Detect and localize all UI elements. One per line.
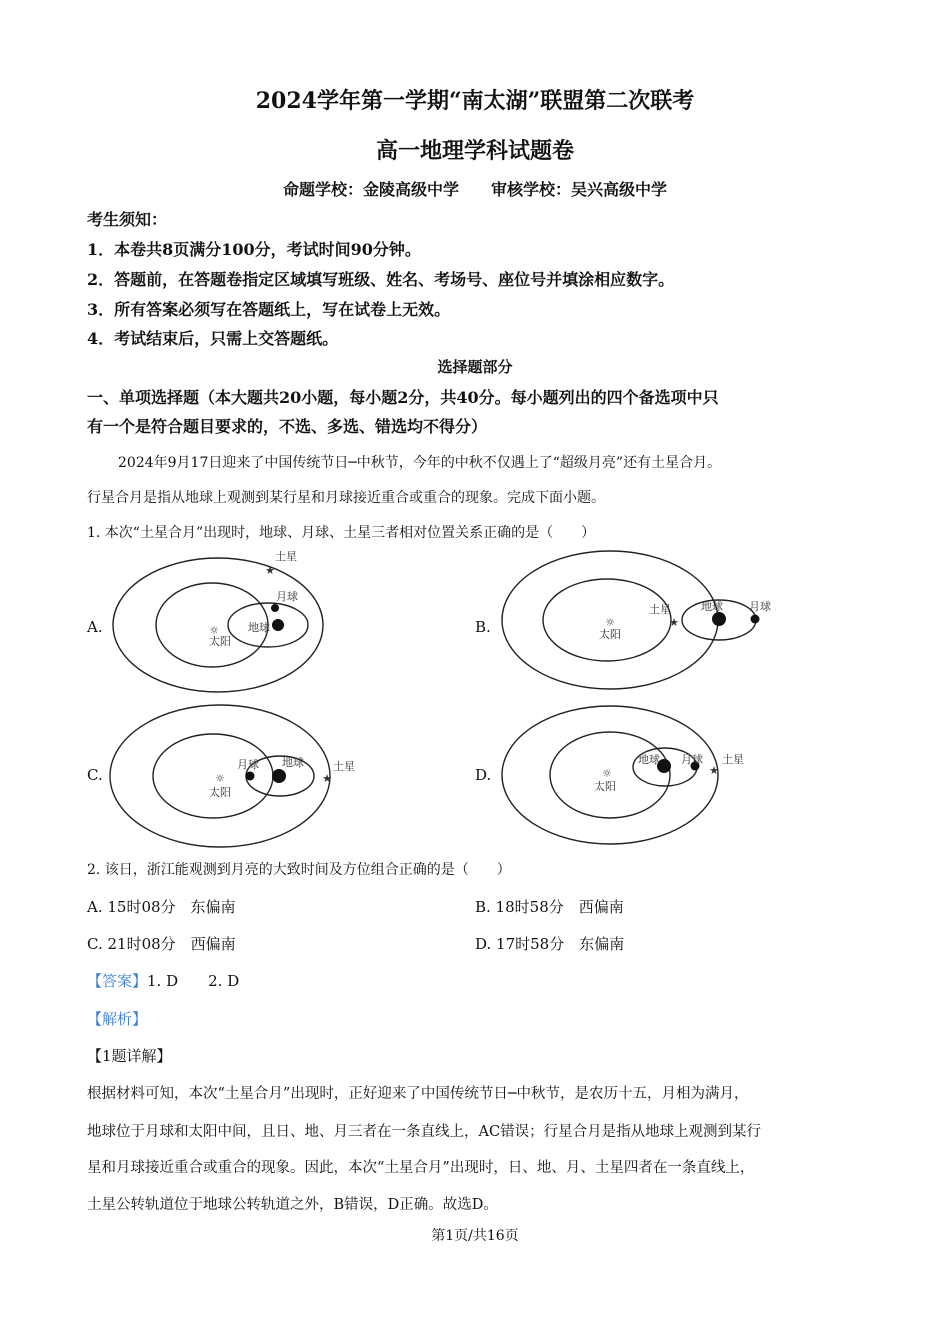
explanation-line: 根据材料可知，本次“土星合月”出现时，正好迎来了中国传统节日─中秋节，是农历十五，月相为满月， [87, 1086, 749, 1102]
earth-label: 地球 [282, 756, 304, 769]
q1-option-d-label: D. [475, 766, 492, 784]
moon-label: 月球 [749, 600, 771, 613]
question-2-stem: 2. 该日，浙江能观测到月亮的大致时间及方位组合正确的是（ ） [87, 862, 511, 878]
question-1-stem: 1. 本次“土星合月”出现时，地球、月球、土星三者相对位置关系正确的是（ ） [87, 525, 596, 541]
section-instruction: 一、单项选择题（本大题共20小题，每小题2分，共40分。每小题列出的四个备选项中只 [87, 388, 719, 407]
answer-line [87, 970, 239, 991]
orbit-diagram-a [100, 545, 340, 695]
moon-label: 月球 [237, 758, 259, 771]
saturn-star-icon: ★ [322, 772, 332, 785]
sun-icon: ☼ [209, 624, 219, 637]
detail-title: 【1题详解】 [87, 1047, 172, 1065]
earth-label: 地球 [248, 621, 270, 634]
notice-item: 1．本卷共8页满分100分，考试时间90分钟。 [87, 240, 421, 259]
moon-dot [751, 615, 760, 624]
q1-option-c-label: C. [87, 766, 103, 784]
analysis-label: 【解析】 [87, 1010, 148, 1028]
q2-option-a: A. 15时08分 东偏南 [87, 898, 236, 916]
saturn-star-icon: ★ [265, 564, 275, 577]
answer-text: 1. D 2. D [147, 972, 240, 990]
earth-dot [272, 769, 286, 783]
page-footer: 第1页/共16页 [431, 1228, 519, 1244]
earth-dot [272, 619, 284, 631]
explanation-line: 土星公转轨道位于地球公转轨道之外，B错误，D正确。故选D。 [87, 1197, 498, 1213]
section-title: 选择题部分 [437, 358, 513, 376]
earth-dot [712, 612, 726, 626]
sun-label: 太阳 [209, 635, 231, 648]
moon-label: 月球 [681, 753, 703, 766]
exam-schools: 命题学校：金陵高级中学 审核学校：吴兴高级中学 [282, 180, 667, 199]
sun-icon: ☼ [215, 772, 225, 785]
notice-heading: 考生须知： [87, 210, 168, 229]
saturn-label: 土星 [333, 760, 355, 773]
moon-dot [246, 772, 255, 781]
earth-orbit [153, 734, 273, 818]
earth-label: 地球 [638, 753, 660, 766]
exam-title: 2024学年第一学期“南太湖”联盟第二次联考 [255, 88, 695, 114]
q2-option-d: D. 17时58分 东偏南 [475, 935, 625, 953]
sun-label: 太阳 [599, 628, 621, 641]
exam-subtitle: 高一地理学科试题卷 [375, 138, 574, 164]
q1-option-a-label: A. [87, 618, 103, 636]
notice-item: 2．答题前，在答题卷指定区域填写班级、姓名、考场号、座位号并填涂相应数字。 [87, 270, 675, 289]
q2-option-c: C. 21时08分 西偏南 [87, 935, 236, 953]
earth-label: 地球 [701, 600, 723, 613]
q1-option-b-label: B. [475, 618, 491, 636]
material-line: 行星合月是指从地球上观测到某行星和月球接近重合或重合的现象。完成下面小题。 [87, 490, 605, 506]
section-instruction: 有一个是符合题目要求的，不选、多选、错选均不得分） [87, 417, 488, 436]
moon-dot [271, 604, 279, 612]
moon-label: 月球 [276, 590, 298, 603]
saturn-label: 土星 [722, 753, 744, 766]
explanation-line: 星和月球接近重合或重合的现象。因此，本次“土星合月”出现时，日、地、月、土星四者在一条直线上， [87, 1160, 755, 1176]
notice-item: 4．考试结束后，只需上交答题纸。 [87, 329, 339, 348]
answer-label: 【答案】 [87, 972, 148, 990]
notice-item: 3．所有答案必须写在答题纸上，写在试卷上无效。 [87, 300, 451, 319]
sun-icon: ☼ [605, 616, 615, 629]
saturn-star-icon: ★ [709, 764, 719, 777]
q2-option-b: B. 18时58分 西偏南 [475, 898, 624, 916]
saturn-label: 土星 [275, 550, 297, 563]
sun-icon: ☼ [602, 767, 612, 780]
orbit-diagram-b [495, 545, 795, 695]
orbit-diagram-d [495, 700, 765, 850]
sun-label: 太阳 [594, 780, 616, 793]
explanation-line: 地球位于月球和太阳中间，且日、地、月三者在一条直线上，AC错误；行星合月是指从地球上观测到某行 [87, 1124, 762, 1140]
material-line: 2024年9月17日迎来了中国传统节日─中秋节，今年的中秋不仅遇上了“超级月亮”还有土星合月。 [118, 455, 722, 471]
saturn-label: 土星 [649, 603, 671, 616]
saturn-star-icon: ★ [669, 616, 679, 629]
orbit-diagram-c [100, 700, 355, 850]
sun-label: 太阳 [209, 786, 231, 799]
